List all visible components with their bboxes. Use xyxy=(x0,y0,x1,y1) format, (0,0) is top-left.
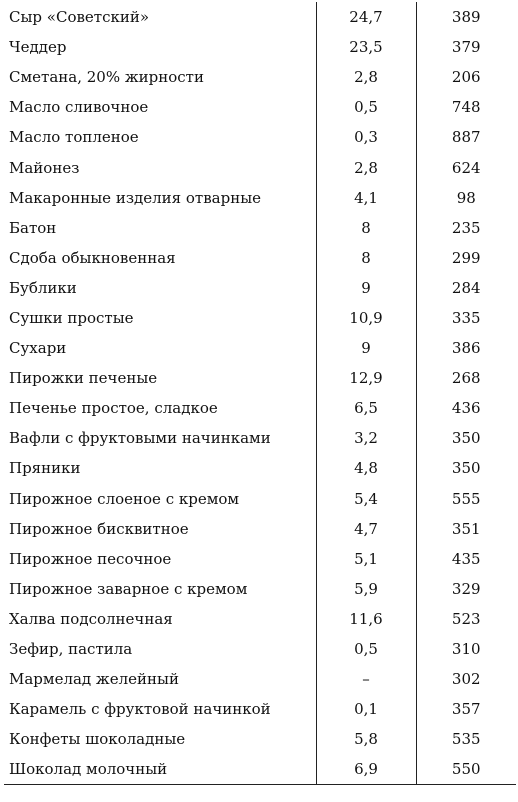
calories-cell: 310 xyxy=(451,640,481,659)
calories-cell: 535 xyxy=(451,730,481,749)
protein-cell: 2,8 xyxy=(316,62,416,92)
table-row xyxy=(4,544,516,574)
protein-cell: 4,7 xyxy=(316,514,416,544)
calories-cell: 748 xyxy=(451,98,481,117)
protein-cell: 12,9 xyxy=(316,363,416,393)
table-row xyxy=(4,32,516,62)
product-name-cell: Сухари xyxy=(4,333,316,363)
protein-cell: 8 xyxy=(316,243,416,273)
table-row xyxy=(4,484,516,514)
product-name-cell: Халва подсолнечная xyxy=(4,604,316,634)
product-name-cell: Печенье простое, сладкое xyxy=(4,393,316,423)
protein-cell: 0,5 xyxy=(316,92,416,122)
protein-cell: 6,9 xyxy=(316,754,416,785)
table-row xyxy=(4,183,516,213)
table-row xyxy=(4,664,516,694)
product-name-cell: Пирожное заварное с кремом xyxy=(4,574,316,604)
table-row xyxy=(4,393,516,423)
table-row xyxy=(4,694,516,724)
calories-cell: 523 xyxy=(451,609,481,628)
table-row xyxy=(4,724,516,754)
product-name-cell: Вафли с фруктовыми начинками xyxy=(4,423,316,453)
table-row xyxy=(4,122,516,152)
calories-cell: 555 xyxy=(451,489,481,508)
protein-cell: 8 xyxy=(316,213,416,243)
table-row xyxy=(4,363,516,393)
product-name-cell: Пирожное песочное xyxy=(4,544,316,574)
table-row xyxy=(4,273,516,303)
table-row xyxy=(4,62,516,92)
table-row xyxy=(4,604,516,634)
calories-cell: 235 xyxy=(451,218,481,237)
protein-cell: 0,3 xyxy=(316,122,416,152)
calories-cell: 351 xyxy=(451,519,481,538)
calories-cell: 550 xyxy=(451,760,481,779)
product-name-cell: Макаронные изделия отварные xyxy=(4,183,316,213)
protein-cell: 5,4 xyxy=(316,484,416,514)
protein-cell: 5,8 xyxy=(316,724,416,754)
calories-cell: 357 xyxy=(451,700,481,719)
protein-cell: 9 xyxy=(316,273,416,303)
protein-cell: – xyxy=(316,664,416,694)
calories-cell: 887 xyxy=(451,128,481,147)
protein-cell: 5,1 xyxy=(316,544,416,574)
product-name-cell: Пирожное бисквитное xyxy=(4,514,316,544)
product-name-cell: Пирожное слоеное с кремом xyxy=(4,484,316,514)
protein-cell: 3,2 xyxy=(316,423,416,453)
calories-cell: 329 xyxy=(451,579,481,598)
protein-cell: 24,7 xyxy=(316,2,416,32)
protein-cell: 11,6 xyxy=(316,604,416,634)
product-name-cell: Шоколад молочный xyxy=(4,754,316,785)
product-name-cell: Зефир, пастила xyxy=(4,634,316,664)
protein-cell: 9 xyxy=(316,333,416,363)
table-row xyxy=(4,754,516,785)
calories-cell: 386 xyxy=(451,339,481,358)
table-row xyxy=(4,2,516,32)
calories-cell: 624 xyxy=(451,158,481,177)
table-row xyxy=(4,574,516,604)
product-name-cell: Чеддер xyxy=(4,32,316,62)
table-row xyxy=(4,213,516,243)
product-name-cell: Пряники xyxy=(4,453,316,483)
table-row xyxy=(4,92,516,122)
protein-cell: 0,5 xyxy=(316,634,416,664)
protein-cell: 0,1 xyxy=(316,694,416,724)
protein-cell: 5,9 xyxy=(316,574,416,604)
product-name-cell: Масло сливочное xyxy=(4,92,316,122)
table-row xyxy=(4,152,516,182)
calories-cell: 335 xyxy=(451,308,481,327)
protein-cell: 6,5 xyxy=(316,393,416,423)
protein-cell: 10,9 xyxy=(316,303,416,333)
calories-cell: 98 xyxy=(456,188,476,207)
product-name-cell: Сыр «Советский» xyxy=(4,2,316,32)
product-name-cell: Сдоба обыкновенная xyxy=(4,243,316,273)
calories-cell: 436 xyxy=(451,399,481,418)
calories-cell: 350 xyxy=(451,459,481,478)
nutrition-table xyxy=(4,2,516,785)
calories-cell: 284 xyxy=(451,278,481,297)
product-name-cell: Майонез xyxy=(4,152,316,182)
table-row xyxy=(4,453,516,483)
protein-cell: 23,5 xyxy=(316,32,416,62)
calories-cell: 302 xyxy=(451,670,481,689)
calories-cell: 379 xyxy=(451,38,481,57)
product-name-cell: Карамель с фруктовой начинкой xyxy=(4,694,316,724)
table-row xyxy=(4,333,516,363)
protein-cell: 4,1 xyxy=(316,183,416,213)
product-name-cell: Пирожки печеные xyxy=(4,363,316,393)
table-row xyxy=(4,303,516,333)
table-body xyxy=(4,2,516,785)
product-name-cell: Сушки простые xyxy=(4,303,316,333)
table-row xyxy=(4,634,516,664)
calories-cell: 435 xyxy=(451,549,481,568)
table-row xyxy=(4,514,516,544)
calories-cell: 389 xyxy=(451,8,481,27)
calories-cell: 206 xyxy=(451,68,481,87)
calories-cell: 268 xyxy=(451,369,481,388)
calories-cell: 350 xyxy=(451,429,481,448)
protein-cell: 4,8 xyxy=(316,453,416,483)
calories-cell: 299 xyxy=(451,248,481,267)
product-name-cell: Конфеты шоколадные xyxy=(4,724,316,754)
product-name-cell: Батон xyxy=(4,213,316,243)
protein-cell: 2,8 xyxy=(316,152,416,182)
product-name-cell: Сметана, 20% жирности xyxy=(4,62,316,92)
product-name-cell: Масло топленое xyxy=(4,122,316,152)
product-name-cell: Бублики xyxy=(4,273,316,303)
table-row xyxy=(4,423,516,453)
product-name-cell: Мармелад желейный xyxy=(4,664,316,694)
table-row xyxy=(4,243,516,273)
